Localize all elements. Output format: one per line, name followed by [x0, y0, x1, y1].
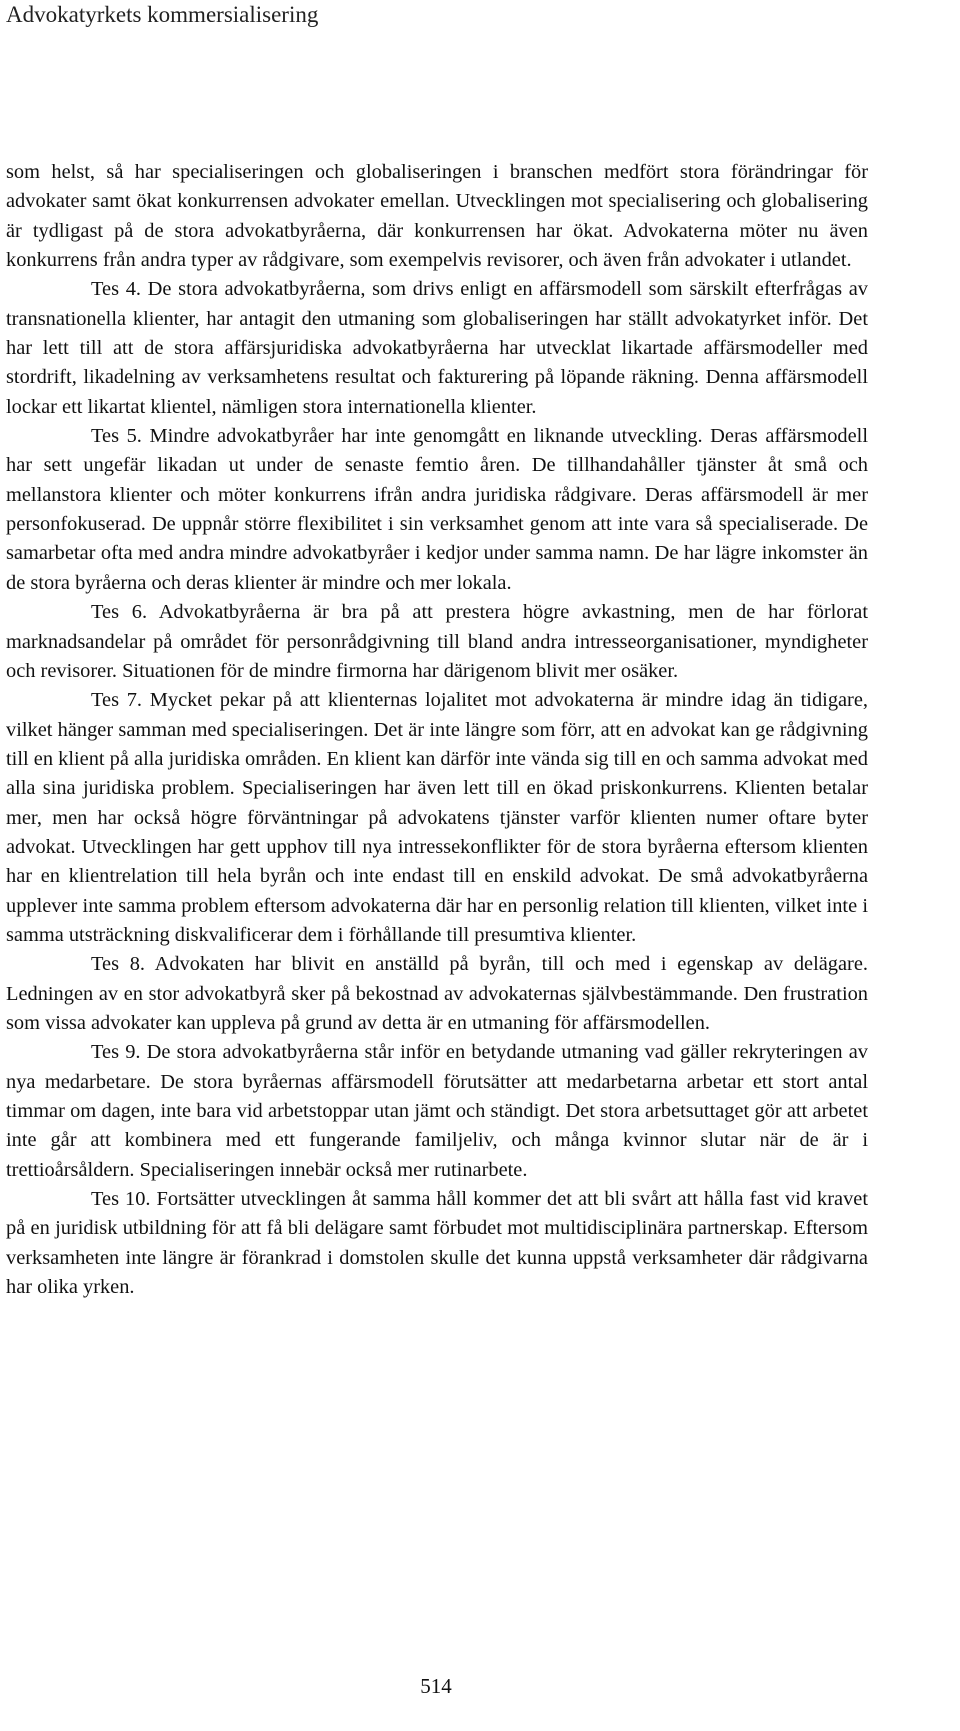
thesis-paragraph-4: Tes 4. De stora advokatbyråerna, som drivs enligt en affärsmodell som särskilt efterfrågas av transnationella klienter, har antagit den utmaning som globaliseringen har ställt advokatyrket inför. Det har lett till att de stora affärsjuridiska advokatbyråerna har utvecklat likartade affärsmodeller med stordrift, likadelning av verksamhetens resultat och fakturering på löpande räkning. Denna affärsmodell lockar ett likartat klientel, nämligen stora internationella klienter. — [6, 278, 868, 418]
body-text — [6, 158, 868, 1302]
thesis-paragraph-5: Tes 5. Mindre advokatbyråer har inte genomgått en liknande utveckling. Deras affärsmodell har sett ungefär likadan ut under de senaste femtio åren. De tillhandahåller tjänster åt små och mellanstora klienter och möter konkurrens ifrån andra juridiska rådgivare. Deras affärsmodell är mer personfokuserad. De uppnår större flexibilitet i sin verksamhet genom att inte vara så specialiserade. De samarbetar ofta med andra mindre advokatbyråer i kedjor under samma namn. De har lägre inkomster än de stora byråerna och deras klienter är mindre och mer lokala. — [6, 425, 868, 594]
thesis-paragraph-6: Tes 6. Advokatbyråerna är bra på att prestera högre avkastning, men de har förlorat marknadsandelar på området för personrådgivning till bland andra intresseorganisationer, myndigheter och revisorer. Situationen för de mindre firmorna har därigenom blivit mer osäker. — [6, 601, 868, 682]
running-header: Advokatyrkets kommersialisering — [6, 2, 319, 27]
thesis-paragraph-8: Tes 8. Advokaten har blivit en anställd på byrån, till och med i egenskap av delägare. Ledningen av en stor advokatbyrå sker på bekostnad av advokaternas självbestämmande. Den frustration som vissa advokater kan uppleva på grund av detta är en utmaning för affärsmodellen. — [6, 953, 868, 1034]
thesis-paragraph-10: Tes 10. Fortsätter utvecklingen åt samma håll kommer det att bli svårt att hålla fast vid kravet på en juridisk utbildning för att få bli delägare samt förbudet mot multidisciplinära partnerskap. Eftersom verksamheten inte längre är förankrad i domstolen skulle det kunna uppstå verksamheter där rådgivarna har olika yrken. — [6, 1188, 868, 1299]
paragraph: som helst, så har specialiseringen och globaliseringen i branschen medfört stora förändringar för advokater samt ökat konkurrensen advokater emellan. Utvecklingen mot specialisering och globalisering är tydligast på de stora advokatbyråerna, där konkurrensen har ökat. Advokaterna möter nu även konkurrens från andra typer av rådgivare, som exempelvis revisorer, och även från advokater i utlandet. — [6, 161, 868, 272]
page-number: 514 — [420, 1674, 452, 1698]
thesis-paragraph-9: Tes 9. De stora advokatbyråerna står inför en betydande utmaning vad gäller rekryteringen av nya medarbetare. De stora byråernas affärsmodell förutsätter att medarbetarna arbetar ett stort antal timmar om dagen, inte bara vid arbetstoppar utan jämt och ständigt. Det stora arbetsuttaget gör att arbetet inte går att kombinera med ett fungerande familjeliv, och många kvinnor slutar när de är i trettioårsåldern. Specialiseringen innebär också mer rutinarbete. — [6, 1041, 868, 1181]
thesis-paragraph-7: Tes 7. Mycket pekar på att klienternas lojalitet mot advokaterna är mindre idag än tidigare, vilket hänger samman med specialiseringen. Det är inte längre som förr, att en advokat kan ge rådgivning till en klient på alla juridiska områden. En klient kan därför inte vända sig till en och samma advokat med alla sina juridiska problem. Specialiseringen har även lett till en ökad priskonkurrens. Klienten betalar mer, men har också högre förväntningar på advokatens tjänster varför klienten numer oftare byter advokat. Utvecklingen har gett upphov till nya intressekonflikter för de stora byråerna eftersom klienten har en klientrelation till hela byrån och inte endast till en enskild advokat. De små advokatbyråerna upplever inte samma problem eftersom advokaterna där har en personlig relation till klienten, vilket inte i samma utsträckning diskvalificerar dem i förhållande till presumtiva klienter. — [6, 689, 868, 946]
